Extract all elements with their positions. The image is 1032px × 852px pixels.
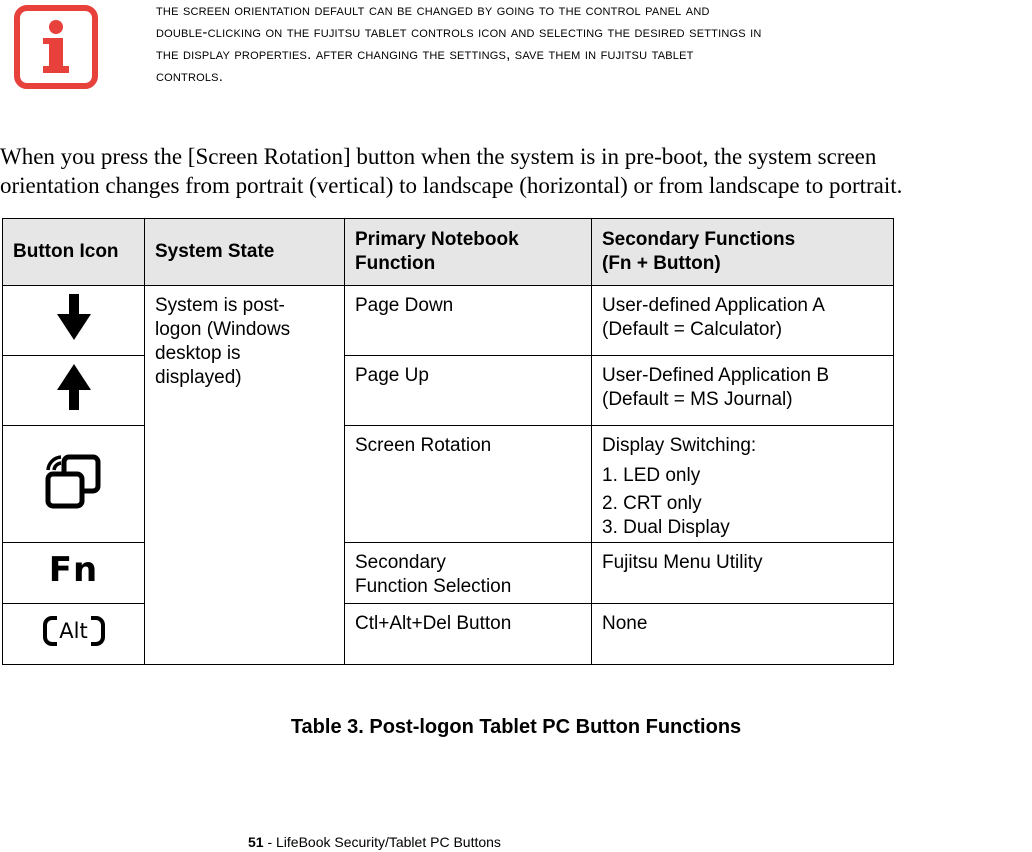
header-secondary-functions: Secondary Functions (Fn + Button) [592,219,894,286]
icon-cell [3,356,145,426]
icon-cell [3,604,145,665]
display-option: 3. Dual Display [602,517,730,538]
secondary-function-cell: User-defined Application A (Default = Calculator) [592,286,894,356]
header-primary-function: Primary Notebook Function [345,219,592,286]
fn-icon: Fn [48,550,99,590]
arrow-up-icon [57,364,91,410]
icon-cell [3,543,145,604]
footer-text: - LifeBook Security/Tablet PC Buttons [263,834,501,850]
primary-function-cell: Page Down [345,286,592,356]
display-option: 2. CRT only [602,493,702,514]
icon-cell [3,426,145,543]
alt-icon [43,615,105,647]
primary-function-cell: Screen Rotation [345,426,592,543]
button-functions-table [2,218,894,665]
secondary-function-cell: Fujitsu Menu Utility [592,543,894,604]
note-text: the screen orientation default can be changed by going to the control panel and double-clicking on the fujitsu tablet controls icon and selecting the desired settings in the display properties. after changing the settings, save them in fujitsu tablet controls. [156,2,762,85]
page-footer [248,834,501,850]
header-button-icon: Button Icon [3,219,145,286]
alt-icon-label: Alt [59,618,88,643]
table-row [3,286,894,356]
table-row [3,543,894,604]
icon-cell [3,286,145,356]
table-row [3,356,894,426]
secondary-function-cell [592,426,894,543]
info-icon [14,5,98,89]
secondary-function-cell: User-Defined Application B (Default = MS Journal) [592,356,894,426]
primary-function-cell: Ctl+Alt+Del Button [345,604,592,665]
header-system-state: System State [145,219,345,286]
system-state-cell: System is post- logon (Windows desktop is displayed) [145,286,345,665]
intro-paragraph: When you press the [Screen Rotation] button when the system is in pre-boot, the system screen orientation changes from portrait (vertical) to landscape (horizontal) or from landscape to portrait. [0,144,903,198]
table-caption: Table 3. Post-logon Tablet PC Button Functions [290,716,742,738]
table-header-row [3,219,894,286]
table-row [3,604,894,665]
display-option: 1. LED only [602,465,701,486]
primary-function-cell: Secondary Function Selection [345,543,592,604]
arrow-down-icon [57,294,91,340]
table-row [3,426,894,543]
display-switching-title: Display Switching: [602,435,757,456]
primary-function-cell: Page Up [345,356,592,426]
secondary-function-cell: None [592,604,894,665]
page-number: 51 [248,834,264,850]
screen-rotation-icon [45,452,103,510]
